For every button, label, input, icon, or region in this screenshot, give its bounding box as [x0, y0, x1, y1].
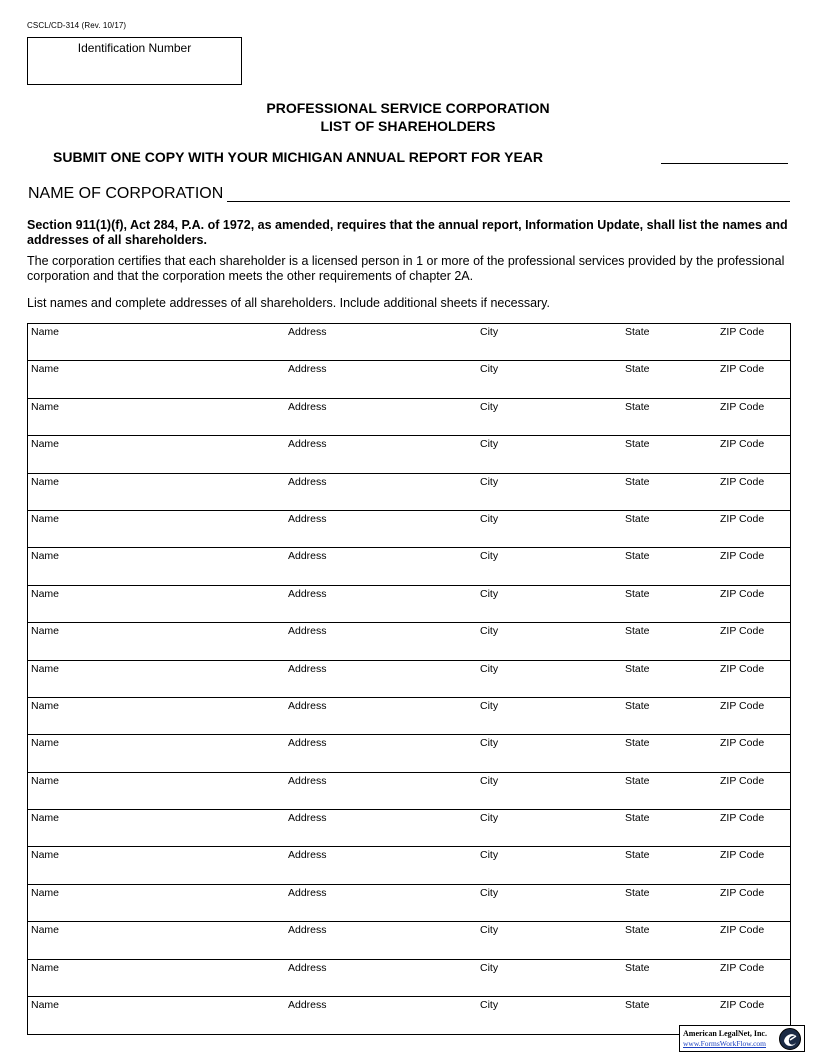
zip-code-column-label: ZIP Code [720, 363, 765, 376]
table-row[interactable] [28, 623, 790, 660]
table-row[interactable] [28, 698, 790, 735]
zip-code-column-label: ZIP Code [720, 326, 765, 338]
state-column-label: State [625, 475, 650, 488]
form-title: PROFESSIONAL SERVICE CORPORATION [266, 100, 550, 116]
name-column-label: Name [31, 400, 60, 413]
name-column-label: Name [31, 625, 60, 638]
address-column-label: Address [288, 886, 327, 899]
corporation-name-label: NAME OF CORPORATION [28, 185, 224, 202]
instruction-paragraph: List names and complete addresses of all shareholders. Include additional sheets if necessary. [27, 296, 550, 310]
state-column-label: State [625, 326, 650, 338]
logo-swirl-icon [778, 1027, 802, 1051]
table-row[interactable] [28, 586, 790, 623]
form-subtitle: LIST OF SHAREHOLDERS [320, 118, 496, 134]
logo-company-name: American LegalNet, Inc. [683, 1029, 767, 1038]
address-column-label: Address [288, 961, 327, 974]
state-column-label: State [625, 924, 650, 937]
zip-code-column-label: ZIP Code [720, 625, 765, 638]
state-column-label: State [625, 662, 650, 675]
state-column-label: State [625, 849, 650, 862]
table-row[interactable] [28, 847, 790, 884]
name-column-label: Name [31, 886, 60, 899]
name-column-label: Name [31, 512, 60, 525]
identification-number-label: Identification Number [77, 41, 192, 55]
submit-instruction: SUBMIT ONE COPY WITH YOUR MICHIGAN ANNUAL REPORT FOR YEAR [53, 149, 544, 165]
address-column-label: Address [288, 512, 327, 525]
zip-code-column-label: ZIP Code [720, 812, 765, 825]
city-column-label: City [480, 886, 499, 899]
city-column-label: City [480, 475, 499, 488]
name-column-label: Name [31, 438, 60, 451]
zip-code-column-label: ZIP Code [720, 774, 765, 787]
city-column-label: City [480, 662, 499, 675]
state-column-label: State [625, 587, 650, 600]
address-column-label: Address [288, 699, 327, 712]
city-column-label: City [480, 625, 499, 638]
address-column-label: Address [288, 326, 327, 338]
address-column-label: Address [288, 587, 327, 600]
zip-code-column-label: ZIP Code [720, 737, 765, 750]
table-row[interactable] [28, 399, 790, 436]
table-row[interactable] [28, 960, 790, 997]
name-column-label: Name [31, 737, 60, 750]
address-column-label: Address [288, 363, 327, 376]
zip-code-column-label: ZIP Code [720, 886, 765, 899]
identification-number-box[interactable] [27, 37, 242, 85]
state-column-label: State [625, 625, 650, 638]
address-column-label: Address [288, 550, 327, 563]
address-column-label: Address [288, 999, 327, 1012]
zip-code-column-label: ZIP Code [720, 662, 765, 675]
table-row[interactable] [28, 922, 790, 959]
logo-url-link[interactable]: www.FormsWorkFlow.com [683, 1039, 767, 1048]
city-column-label: City [480, 774, 499, 787]
name-column-label: Name [31, 363, 60, 376]
state-column-label: State [625, 550, 650, 563]
zip-code-column-label: ZIP Code [720, 849, 765, 862]
table-row[interactable] [28, 474, 790, 511]
state-column-label: State [625, 512, 650, 525]
year-field[interactable] [661, 163, 788, 164]
address-column-label: Address [288, 774, 327, 787]
zip-code-column-label: ZIP Code [720, 587, 765, 600]
footer-logo[interactable] [679, 1025, 805, 1052]
address-column-label: Address [288, 924, 327, 937]
zip-code-column-label: ZIP Code [720, 961, 765, 974]
state-column-label: State [625, 812, 650, 825]
table-row[interactable] [28, 810, 790, 847]
name-column-label: Name [31, 924, 60, 937]
name-column-label: Name [31, 587, 60, 600]
state-column-label: State [625, 737, 650, 750]
name-column-label: Name [31, 326, 60, 338]
city-column-label: City [480, 363, 499, 376]
zip-code-column-label: ZIP Code [720, 924, 765, 937]
certification-paragraph: The corporation certifies that each shareholder is a licensed person in 1 or more of the professional services provided by the professional corporation and that the corporation meets the other requirements of chapter 2A. [27, 254, 785, 283]
address-column-label: Address [288, 438, 327, 451]
city-column-label: City [480, 737, 499, 750]
table-row[interactable] [28, 735, 790, 772]
city-column-label: City [480, 924, 499, 937]
table-row[interactable] [28, 511, 790, 548]
zip-code-column-label: ZIP Code [720, 512, 765, 525]
address-column-label: Address [288, 737, 327, 750]
table-row[interactable] [28, 997, 790, 1034]
form-number: CSCL/CD-314 (Rev. 10/17) [27, 21, 127, 30]
address-column-label: Address [288, 475, 327, 488]
zip-code-column-label: ZIP Code [720, 999, 765, 1012]
name-column-label: Name [31, 812, 60, 825]
address-column-label: Address [288, 849, 327, 862]
address-column-label: Address [288, 662, 327, 675]
state-column-label: State [625, 438, 650, 451]
city-column-label: City [480, 512, 499, 525]
zip-code-column-label: ZIP Code [720, 550, 765, 563]
table-row[interactable] [28, 361, 790, 398]
city-column-label: City [480, 326, 499, 338]
table-row[interactable] [28, 324, 790, 361]
address-column-label: Address [288, 812, 327, 825]
city-column-label: City [480, 999, 499, 1012]
city-column-label: City [480, 699, 499, 712]
table-row[interactable] [28, 885, 790, 922]
city-column-label: City [480, 812, 499, 825]
address-column-label: Address [288, 400, 327, 413]
name-column-label: Name [31, 849, 60, 862]
corporation-name-field[interactable] [227, 201, 790, 202]
zip-code-column-label: ZIP Code [720, 438, 765, 451]
table-row[interactable] [28, 773, 790, 810]
state-column-label: State [625, 363, 650, 376]
table-row[interactable] [28, 661, 790, 698]
city-column-label: City [480, 400, 499, 413]
state-column-label: State [625, 999, 650, 1012]
state-column-label: State [625, 774, 650, 787]
name-column-label: Name [31, 550, 60, 563]
name-column-label: Name [31, 662, 60, 675]
city-column-label: City [480, 587, 499, 600]
state-column-label: State [625, 886, 650, 899]
statute-paragraph: Section 911(1)(f), Act 284, P.A. of 1972, as amended, requires that the annual report, Information Update, shall list the names and addresses of all shareholders. [27, 218, 788, 247]
state-column-label: State [625, 699, 650, 712]
state-column-label: State [625, 400, 650, 413]
table-row[interactable] [28, 436, 790, 473]
table-row[interactable] [28, 548, 790, 585]
city-column-label: City [480, 849, 499, 862]
city-column-label: City [480, 550, 499, 563]
shareholder-table [27, 323, 791, 1035]
name-column-label: Name [31, 475, 60, 488]
city-column-label: City [480, 961, 499, 974]
name-column-label: Name [31, 999, 60, 1012]
zip-code-column-label: ZIP Code [720, 475, 765, 488]
state-column-label: State [625, 961, 650, 974]
zip-code-column-label: ZIP Code [720, 400, 765, 413]
city-column-label: City [480, 438, 499, 451]
zip-code-column-label: ZIP Code [720, 699, 765, 712]
name-column-label: Name [31, 699, 60, 712]
address-column-label: Address [288, 625, 327, 638]
name-column-label: Name [31, 774, 60, 787]
name-column-label: Name [31, 961, 60, 974]
